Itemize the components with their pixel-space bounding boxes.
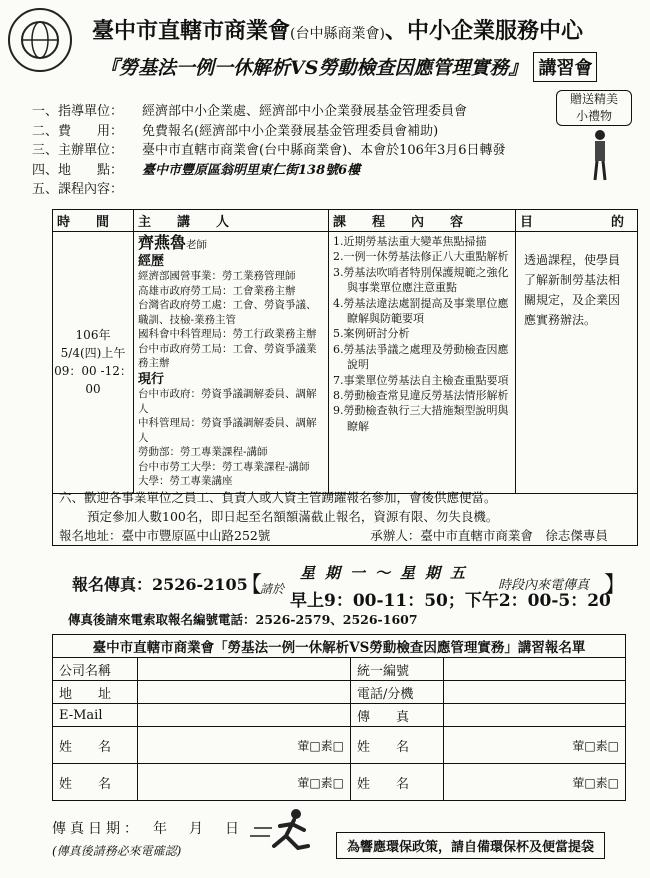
- name-field-4[interactable]: [444, 764, 626, 801]
- fax-field[interactable]: [444, 704, 626, 727]
- bracket-left: 【: [240, 573, 263, 598]
- meal-checkbox: 葷□素□: [572, 775, 619, 790]
- col-purpose: 目 的: [516, 210, 638, 232]
- info-list: 一、指導單位： 經濟部中小企業處、經濟部中小企業發展基金管理委員會 二、費 用： 免費報名(經濟部中小企業發展基金管理委員會補助) 三、主辦單位： 臺中市直轄市商業會(台中縣商業會)、本會於106年3月6日轉發 四、地 點： 臺中市豐原區翁明里東仁街138號6樓 五、課程內容：: [32, 104, 506, 197]
- list-item: 5.案例研討分析: [333, 327, 410, 341]
- col-lecturer: 主 講 人: [134, 210, 329, 232]
- course-table: [52, 209, 638, 494]
- col-content: 課 程 內 容: [329, 210, 516, 232]
- badge: 講習會: [533, 52, 597, 82]
- tax-id-label: 統一編號: [351, 658, 444, 681]
- email-label: E-Mail: [53, 704, 138, 727]
- list-item: 9.勞動檢查執行三大措施類型說明與瞭解: [333, 404, 509, 433]
- name-label: 姓 名: [53, 764, 138, 801]
- list-item: 3.勞基法吹哨者特別保護規範之強化與事業單位應注意重點: [333, 265, 509, 295]
- fax-within: 時段內來電傳真: [498, 578, 590, 593]
- name-field-3[interactable]: [138, 764, 351, 801]
- confirm-note: (傳真後請務必來電確認): [52, 844, 182, 858]
- meal-checkbox: 葷□素□: [572, 738, 619, 753]
- company-label: 公司名稱: [53, 658, 138, 681]
- runner-icon: [250, 806, 330, 856]
- fax-date: 傳真日期： 年 月 日: [52, 821, 243, 837]
- fax-please: 請於: [260, 582, 285, 596]
- note-block: 六、歡迎各事業單位之員工、負責人或人資主管踴躍報名參加，會後供應便當。 預定參加人數100名，即日起至名額額滿截止報名，資源有限、勿失良機。 報名地址：臺中市豐原區中山路252號 承辦人：臺中市直轄市商業會 徐志傑專員: [52, 488, 638, 546]
- name-label: 姓 名: [351, 727, 444, 764]
- list-item: 4.勞基法違法處罰提高及事業單位應瞭解與防範要項: [333, 296, 509, 326]
- fax-week: 星期一～星期五: [300, 564, 476, 582]
- meal-checkbox: 葷□素□: [297, 738, 344, 753]
- list-item: 6.勞基法爭議之處理及勞動檢查因應說明: [333, 342, 509, 372]
- list-item: 1.近期勞基法重大變革焦點掃描: [333, 235, 487, 248]
- presenter-icon: [586, 128, 614, 184]
- list-item: 2.一例一休勞基法修正八大重點解析: [333, 250, 509, 264]
- globe-icon: [15, 15, 65, 65]
- fax-number: 報名傳真：2526-2105: [72, 575, 248, 594]
- fax-note: 傳真後請來電索取報名編號電話：2526-2579、2526-1607: [68, 612, 418, 627]
- name-field-1[interactable]: [138, 727, 351, 764]
- form-header: 臺中市直轄市商業會「勞基法一例一休解析VS勞動檢查因應管理實務」講習報名單: [53, 635, 626, 658]
- phone-field[interactable]: [444, 681, 626, 704]
- eco-notice: 為響應環保政策，請自備環保杯及便當提袋: [336, 832, 605, 859]
- company-field[interactable]: [138, 658, 351, 681]
- lecturer-cell: 齊燕魯老師 經歷 經濟部國營事業：勞工業務管理師 高雄市政府勞工局：工會業務主辦 台灣省政府勞工處：工會、勞資爭議、職訓、技檢-業務主管 國科會中科管理局：勞工行政業務主辦 台中市政府勞工局：工會、勞資爭議業務主辦 現行 台中市政府：勞資爭議調解委員、調解人 中科管理局：勞資爭議調解委員、調解人 勞動部：勞工專業課程-講師 台中市勞工大學：勞工專業課程-講師 大學：勞工專業講座: [134, 232, 329, 494]
- purpose-cell: 透過課程，使學員了解新制勞基法相關規定，及企業因應實務辦法。: [516, 232, 638, 494]
- fax-label: 傳 真: [351, 704, 444, 727]
- bracket-right: 】: [604, 573, 627, 598]
- list-item: 8.勞動檢查常見違反勞基法情形解析: [333, 389, 509, 403]
- name-field-2[interactable]: [444, 727, 626, 764]
- list-item: 7.事業單位勞基法自主檢查重點要項: [333, 373, 509, 387]
- registration-form: [52, 634, 626, 801]
- email-field[interactable]: [138, 704, 351, 727]
- org-logo: [8, 8, 72, 72]
- address-field[interactable]: [138, 681, 351, 704]
- col-time: 時 間: [53, 210, 134, 232]
- time-cell: 106年 5/4(四)上午 09：00 -12：00: [53, 232, 134, 494]
- fax-hours: 早上9：00-11：50；下午2：00-5：20: [290, 591, 611, 611]
- meal-checkbox: 葷□素□: [297, 775, 344, 790]
- address-label: 地 址: [53, 681, 138, 704]
- tax-id-field[interactable]: [444, 658, 626, 681]
- header-org: 臺中市直轄市商業會(台中縣商業會)、中小企業服務中心: [92, 18, 583, 44]
- phone-label: 電話/分機: [351, 681, 444, 704]
- name-label: 姓 名: [351, 764, 444, 801]
- page-title: 『勞基法一例一休解析VS勞動檢查因應管理實務』 講習會: [100, 52, 597, 82]
- content-cell: [329, 232, 516, 494]
- name-label: 姓 名: [53, 727, 138, 764]
- gift-badge: 贈送精美 小禮物: [556, 90, 632, 126]
